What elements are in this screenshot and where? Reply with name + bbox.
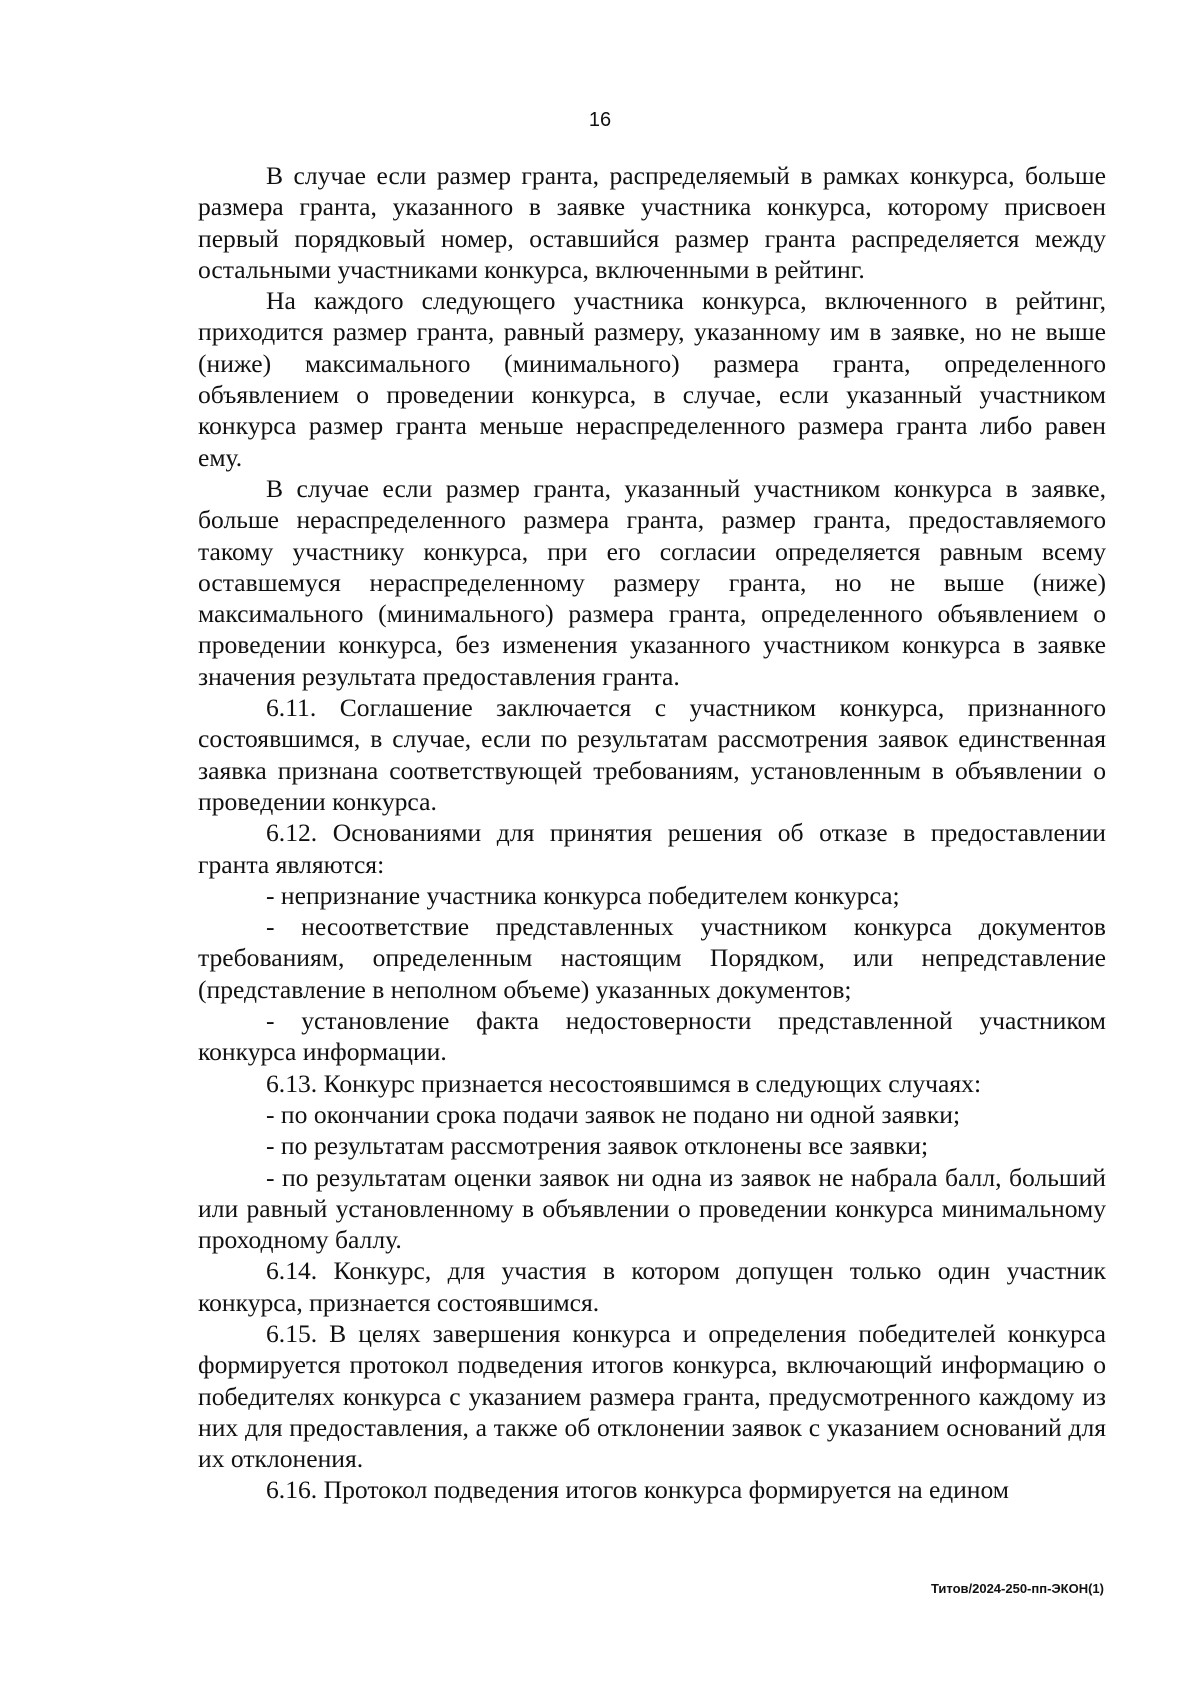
list-item: - несоответствие представленных участником конкурса документов требованиям, определенным настоящим Порядком, или непредставление (представление в неполном объеме) указанных документов; [198,912,1106,1004]
paragraph: 6.12. Основаниями для принятия решения об отказе в предоставлении гранта являются: [198,818,1106,879]
list-item: - по результатам оценки заявок ни одна из заявок не набрала балл, больший или равный установленному в объявлении о проведении конкурса минимальному проходному баллу. [198,1162,1106,1255]
paragraph: 6.14. Конкурс, для участия в котором допущен только один участник конкурса, признается состоявшимся. [198,1256,1106,1317]
list-item: - по результатам рассмотрения заявок отклонены все заявки; [266,1131,929,1161]
page-number: 16 [588,109,612,131]
document-body [198,160,1106,1506]
paragraph: 6.15. В целях завершения конкурса и определения победителей конкурса формируется протокол подведения итогов конкурса, включающий информацию о победителях конкурса с указанием размера гранта, предусмотренного каждому из них для предоставления, а также об отклонении заявок с указанием оснований для их отклонения. [198,1318,1106,1474]
paragraph: 6.16. Протокол подведения итогов конкурса формируется на едином [266,1475,1010,1505]
list-item: - непризнание участника конкурса победителем конкурса; [266,880,900,910]
paragraph: В случае если размер гранта, распределяемый в рамках конкурса, больше размера гранта, указанного в заявке участника конкурса, которому присвоен первый порядковый номер, оставшийся размер гранта распределяется между остальными участниками конкурса, включенными в рейтинг. [198,161,1106,284]
list-item: - по окончании срока подачи заявок не подано ни одной заявки; [266,1099,961,1129]
footer-document-code: Титов/2024-250-пп-ЭКОН(1) [930,1581,1104,1596]
paragraph: На каждого следующего участника конкурса, включенного в рейтинг, приходится размер гранта, равный размеру, указанному им в заявке, но не выше (ниже) максимального (минимального) размера гранта, определенного объявлением о проведении конкурса, в случае, если указанный участником конкурса размер гранта меньше нераспределенного размера гранта либо равен ему. [198,286,1106,472]
paragraph: 6.13. Конкурс признается несостоявшимся в следующих случаях: [266,1068,982,1098]
paragraph: 6.11. Соглашение заключается с участником конкурса, признанного состоявшимся, в случае, если по результатам рассмотрения заявок единственная заявка признана соответствующей требованиям, установленным в объявлении о проведении конкурса. [198,693,1106,816]
list-item: - установление факта недостоверности представленной участником конкурса информации. [198,1006,1106,1067]
paragraph: В случае если размер гранта, указанный участником конкурса в заявке, больше нераспределенного размера гранта, размер гранта, предоставляемого такому участнику конкурса, при его согласии определяется равным всему оставшемуся нераспределенному размеру гранта, но не выше (ниже) максимального (минимального) размера гранта, определенного объявлением о проведении конкурса, без изменения указанного участником конкурса в заявке значения результата предоставления гранта. [198,473,1106,691]
